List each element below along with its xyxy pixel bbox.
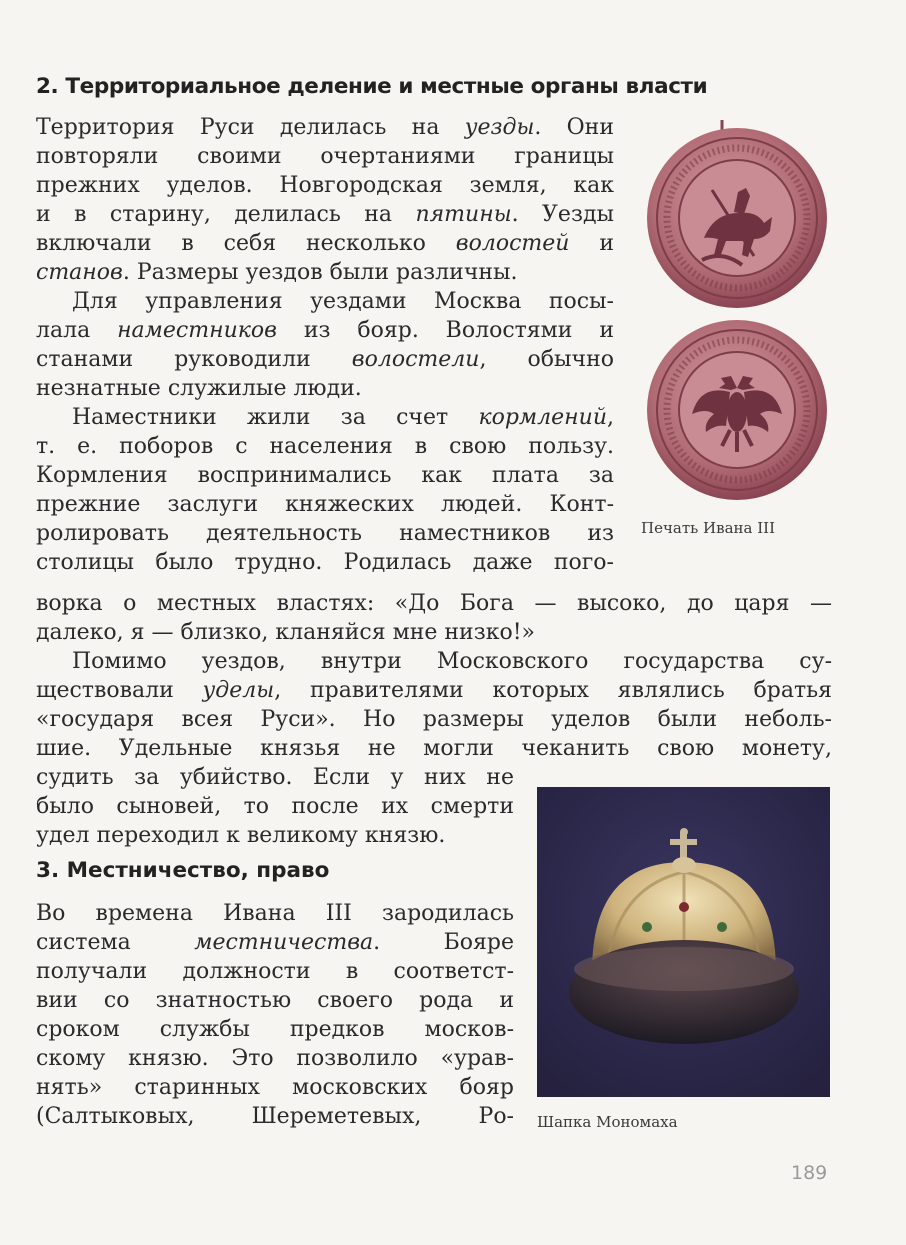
text-line (36, 821, 514, 850)
text-line (36, 461, 614, 490)
monomakh-cap-icon (537, 787, 830, 1097)
text-line (36, 548, 614, 577)
italic-term: кормлений (478, 405, 607, 430)
text-segment: система (36, 930, 195, 955)
text-segment: и (569, 231, 615, 256)
text-segment: судить за убийство. Если у них не (36, 765, 514, 790)
text-line (36, 490, 614, 519)
text-line (36, 287, 614, 316)
text-line (36, 374, 614, 403)
text-segment: включали в себя несколько (36, 231, 456, 256)
column-section-3 (36, 899, 514, 1131)
text-segment: шие. Удельные князья не могли чеканить свою монету, (36, 736, 832, 761)
seal-rider-icon (647, 120, 827, 308)
italic-term: уезды (464, 115, 535, 140)
text-segment: ворка о местных властях: «До Бога — высоко, до царя — (36, 591, 832, 616)
text-segment: прежние заслуги княжеских людей. Конт- (36, 492, 614, 517)
text-segment: Наместники жили за счет (72, 405, 479, 430)
text-segment: «государя всея Руси». Но размеры уделов были неболь- (36, 707, 832, 732)
text-segment: из бояр. Волостями и (276, 318, 614, 343)
text-line (36, 432, 614, 461)
column-narrow-top (36, 113, 614, 577)
column-wide (36, 589, 832, 763)
seal-eagle-icon (647, 320, 827, 500)
text-line (36, 676, 832, 705)
text-segment: Во времена Ивана III зародилась (36, 901, 514, 926)
text-line (36, 258, 614, 287)
text-line (36, 200, 614, 229)
text-line (36, 957, 514, 986)
text-line (36, 171, 614, 200)
text-segment: получали должности в соответст- (36, 959, 514, 984)
italic-term: волостели (351, 347, 480, 372)
text-line (36, 792, 514, 821)
text-segment: далеко, я — близко, кланяйся мне низко!» (36, 620, 536, 645)
text-segment: Для управления уездами Москва посы- (72, 289, 614, 314)
seal-images (642, 120, 832, 510)
text-segment: незнатные служилые люди. (36, 376, 362, 401)
text-line (36, 113, 614, 142)
text-segment: скому князю. Это позволило «урав- (36, 1046, 514, 1071)
italic-term: станов (36, 260, 123, 285)
seal-caption: Печать Ивана III (641, 519, 776, 537)
text-line (36, 589, 832, 618)
text-segment: . Размеры уездов были различны. (122, 260, 518, 285)
text-segment: Кормления воспринимались как плата за (36, 463, 614, 488)
text-line (36, 403, 614, 432)
column-narrow-bottom (36, 763, 514, 850)
text-segment: . Они (534, 115, 614, 140)
text-segment: прежних уделов. Новгородская земля, как (36, 173, 614, 198)
text-line (36, 928, 514, 957)
italic-term: пятины (415, 202, 512, 227)
text-line (36, 345, 614, 374)
text-line (36, 316, 614, 345)
text-segment: вии со знатностью своего рода и (36, 988, 514, 1013)
text-segment: столицы было трудно. Родилась даже пого- (36, 550, 614, 575)
text-segment: сроком службы предков москов- (36, 1017, 514, 1042)
text-segment: , правителями которых являлись братья (274, 678, 832, 703)
italic-term: наместников (117, 318, 277, 343)
text-segment: . Бояре (373, 930, 514, 955)
text-line (36, 519, 614, 548)
text-line (36, 1073, 514, 1102)
text-line (36, 142, 614, 171)
monomakh-cap-figure (537, 787, 830, 1097)
section-3-heading: 3. Местничество, право (36, 858, 330, 883)
text-segment: (Салтыковых, Шереметевых, Ро- (36, 1104, 514, 1129)
text-segment: Помимо уездов, внутри Московского государства су- (72, 649, 832, 674)
text-segment: , обычно (479, 347, 614, 372)
text-line (36, 986, 514, 1015)
text-segment: повторяли своими очертаниями границы (36, 144, 614, 169)
text-segment: нять» старинных московских бояр (36, 1075, 514, 1100)
text-segment: т. е. поборов с населения в свою пользу. (36, 434, 614, 459)
text-segment: , (607, 405, 614, 430)
text-segment: ролировать деятельность наместников из (36, 521, 614, 546)
text-line (36, 899, 514, 928)
section-2-heading: 2. Территориальное деление и местные органы власти (36, 74, 708, 99)
text-line (36, 647, 832, 676)
italic-term: волостей (455, 231, 570, 256)
text-line (36, 618, 832, 647)
text-line (36, 229, 614, 258)
text-segment: станами руководили (36, 347, 352, 372)
text-segment: ществовали (36, 678, 203, 703)
italic-term: уделы (202, 678, 275, 703)
text-segment: . Уезды (511, 202, 615, 227)
italic-term: местничества (194, 930, 374, 955)
text-segment: удел переходил к великому князю. (36, 823, 446, 848)
text-segment: Территория Руси делилась на (36, 115, 465, 140)
text-line (36, 734, 832, 763)
page-number: 189 (791, 1162, 828, 1184)
crown-caption: Шапка Мономаха (537, 1113, 678, 1131)
seal-of-ivan-iii-figure (642, 120, 832, 510)
text-segment: и в старину, делилась на (36, 202, 416, 227)
text-line (36, 1015, 514, 1044)
text-segment: было сыновей, то после их смерти (36, 794, 514, 819)
text-line (36, 705, 832, 734)
text-line (36, 1044, 514, 1073)
text-line (36, 1102, 514, 1131)
text-segment: лала (36, 318, 118, 343)
text-line (36, 763, 514, 792)
